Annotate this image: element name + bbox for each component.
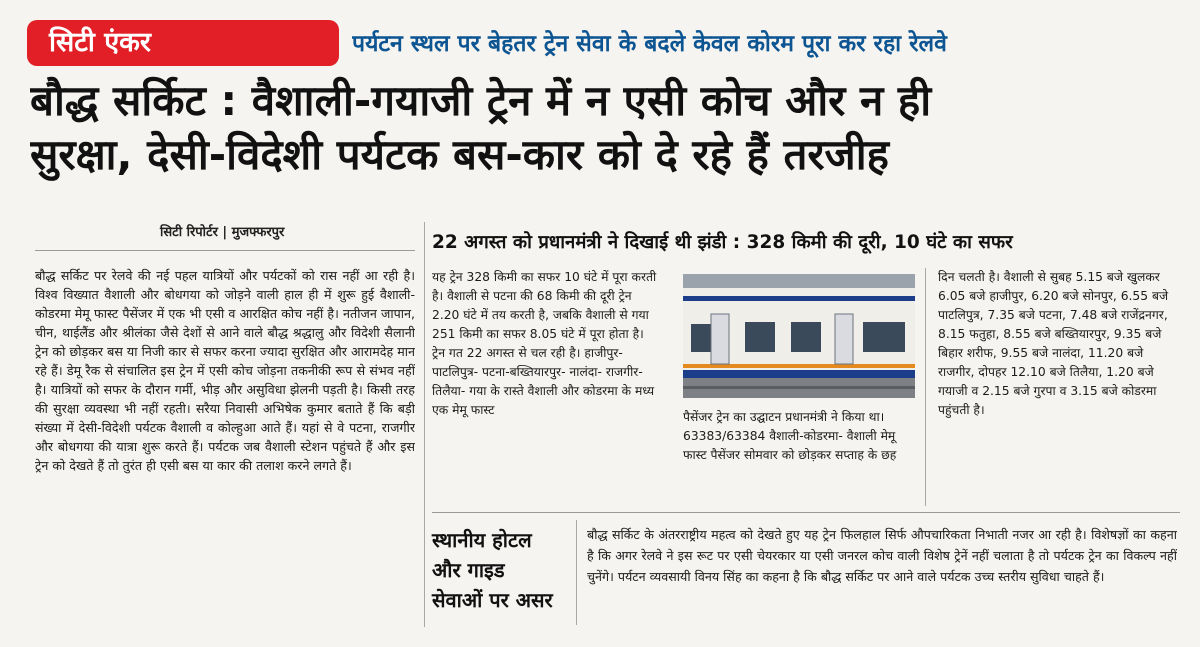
left-column-text: बौद्ध सर्किट पर रेलवे की नई पहल यात्रियों और पर्यटकों को रास नहीं आ रही है। विश्व विख्यात वैशाली और बोधगया को जोड़ने वाली हाल ही में शुरू हुई वैशाली-कोडरमा मेमू फास्ट पैसेंजर में एक भी एसी व आरक्षित कोच नहीं है। नतीजन जापान, चीन, थाईलैंड और श्रीलंका जैसे देशों से आने वाले बौद्ध श्रद्धालु और विदेशी सैलानी ट्रेन को छोड़कर बस या निजी कार से सफर करना ज्यादा सुरक्षित और आरामदेह मान रहे हैं। डेमू रैक से संचालित इस ट्रेन में एसी कोच जोड़ना तकनीकी रूप से संभव नहीं है। यात्रियों को सफर के दौरान गर्मी, भीड़ और असुविधा झेलनी पड़ती है। किसी तरह की सुरक्षा व्यवस्था भी नहीं रहती। सरैया निवासी अभिषेक कुमार बताते हैं कि बड़ी संख्या में देसी-विदेशी पर्यटक वैशाली व कोल्हुआ आते हैं। यहां से वे पटना, राजगीर और बोधगया की यात्रा शुरू करते हैं। पर्यटक जब वैशाली स्टेशन पहुंचते हैं और इस ट्रेन को देखते हैं तो तुरंत ही एसी बस या कार की तलाश करने लगते हैं।: [35, 268, 415, 473]
right-column-text: दिन चलती है। वैशाली से सुबह 5.15 बजे खुलकर 6.05 बजे हाजीपुर, 6.20 बजे सोनपुर, 6.55 बजे पाटलिपुत्र, 7.35 बजे पटना, 7.48 बजे राजेंद्रनगर, 8.15 फतुहा, 8.55 बजे बख्तियारपुर, 9.35 बजे बिहार शरीफ, 9.55 बजे नालंदा, 11.20 बजे राजगीर, दोपहर 12.10 बजे तिलैया, 1.20 बजे गयाजी व 2.15 बजे गुरपा व 3.15 बजे कोडरमा पहुंचती है।: [938, 270, 1169, 417]
byline-divider: [35, 250, 415, 251]
headline: [30, 74, 1180, 182]
column-divider: [424, 222, 425, 627]
side-heading: [432, 525, 567, 625]
middle-column-text: यह ट्रेन 328 किमी का सफर 10 घंटे में पूरा करती है। वैशाली से पटना की 68 किमी की दूरी ट्रेन 2.20 घंटे में तय करती है, जबकि वैशाली से गया 251 किमी का सफर 8.05 घंटे में पूरा होता है। ट्रेन गत 22 अगस्त से चल रही है। हाजीपुर-पाटलिपुत्र- पटना-बख्तियारपुर- नालंदा- राजगीर-तिलैया- गया के रास्ते वैशाली और कोडरमा के मध्य एक मेमू फास्ट: [432, 270, 657, 417]
column-divider: [925, 268, 926, 506]
column-divider: [576, 520, 577, 625]
side-heading-line-1: स्थानीय होटल: [432, 528, 532, 552]
side-heading-line-3: सेवाओं पर असर: [432, 588, 553, 612]
train-photo: [683, 274, 915, 398]
bottom-paragraph-text: बौद्ध सर्किट के अंतरराष्ट्रीय महत्व को देखते हुए यह ट्रेन फिलहाल सिर्फ औपचारिकता निभाती नजर आ रही है। विशेषज्ञों का कहना है कि अगर रेलवे ने इस रूट पर एसी चेयरकार या एसी जनरल कोच वाली विशेष ट्रेनें नहीं चलाता है तो पर्यटक ट्रेन का विकल्प नहीं चुनेंगे। पर्यटन व्यवसायी विनय सिंह का कहना है कि बौद्ध सर्किट पर आने वाले पर्यटक उच्च स्तरीय सुविधा चाहते हैं।: [587, 527, 1177, 584]
section-divider: [432, 512, 1180, 513]
photo-caption-text: पैसेंजर ट्रेन का उद्घाटन प्रधानमंत्री ने किया था। 63383/63384 वैशाली-कोडरमा- वैशाली मेमू फास्ट पैसेंजर सोमवार को छोड़कर सप्ताह के छह: [683, 410, 897, 462]
side-heading-line-2: और गाइड: [432, 558, 505, 582]
secondary-headline: 22 अगस्त को प्रधानमंत्री ने दिखाई थी झंडी : 328 किमी की दूरी, 10 घंटे का सफर: [432, 232, 1013, 253]
headline-line-1: बौद्ध सर्किट : वैशाली-गयाजी ट्रेन में न एसी कोच और न ही: [30, 76, 932, 125]
kicker-label: सिटी एंकर: [27, 20, 339, 66]
subheadline: पर्यटन स्थल पर बेहतर ट्रेन सेवा के बदले केवल कोरम पूरा कर रहा रेलवे: [352, 31, 947, 57]
train-illustration: [683, 274, 915, 398]
headline-line-2: सुरक्षा, देसी-विदेशी पर्यटक बस-कार को दे रहे हैं तरजीह: [30, 130, 889, 179]
byline: सिटी रिपोर्टर | मुजफ्फरपुर: [160, 225, 285, 240]
